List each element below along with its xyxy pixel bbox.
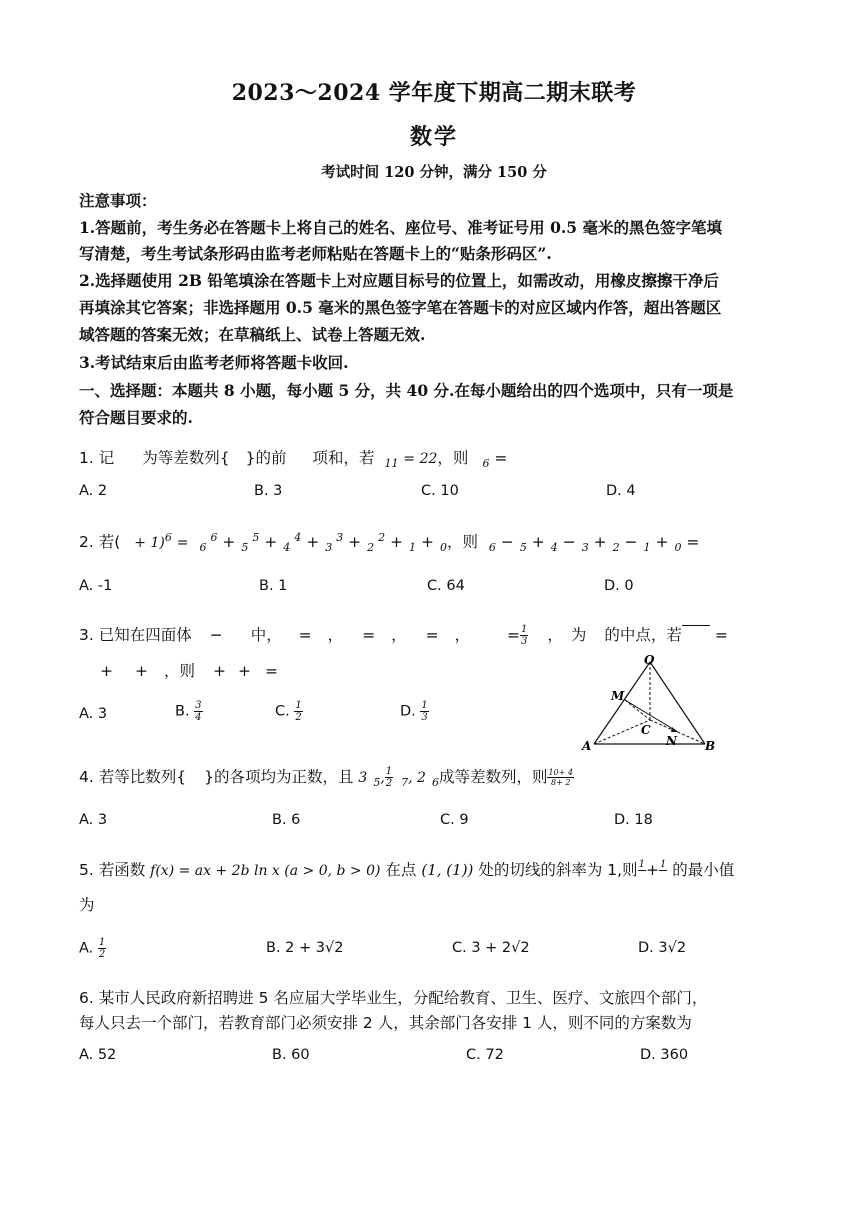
- q4-option-b: B. 6: [272, 812, 301, 828]
- q2-left-term: $_6^6$ +: [199, 530, 236, 555]
- question-6-cont: 每人只去一个部门，若教育部门必须安排 2 人，其余部门各安排 1 人，则不同的方案数为: [79, 1014, 692, 1032]
- q4-option-a: A. 3: [79, 812, 108, 828]
- q1-option-c: C. 10: [421, 483, 459, 499]
- q6-option-a: A. 52: [79, 1047, 117, 1063]
- q2-left-term: $_4^4$ +: [283, 530, 320, 555]
- label-b: B: [705, 739, 716, 753]
- notice-heading: 注意事项：: [79, 191, 157, 210]
- q2-right-term: $_3$ +: [581, 533, 607, 555]
- label-m: M: [611, 689, 625, 703]
- question-2: 2. 若( + 1)$^6$ = $_6^6$ + $_5^5$ + $_4^4$ + $_3^3$ + $_2^2$ + $_1$ + $_0$，则 $_6$ − $_5$ + $_4$ − $_3$ + $_2$ − $_1$ + $_0$ =: [79, 530, 700, 555]
- q2-right-term: $_5$ +: [519, 533, 545, 555]
- q4-option-c: C. 9: [440, 812, 469, 828]
- question-5-cont: 为: [79, 896, 95, 914]
- q6-option-d: D. 360: [640, 1047, 689, 1063]
- notice-line: 2.选择题使用 2B 铅笔填涂在答题卡上对应题目标号的位置上，如需改动，用橡皮擦擦干净后: [79, 271, 719, 290]
- notice-line: 3.考试结束后由监考老师将答题卡收回.: [79, 353, 349, 372]
- q2-right-term: $_1$ +: [643, 533, 669, 555]
- q2-option-c: C. 64: [427, 578, 465, 594]
- q2-left-term: $_2^2$ +: [367, 530, 404, 555]
- subject-title: 数学: [409, 124, 458, 150]
- question-1: 1. 记 为等差数列{ }的前 项和，若 $_{11}$ = 22，则 $_6$ =: [79, 449, 508, 471]
- q2-left-term: $_1$ +: [409, 533, 434, 555]
- q4-option-d: D. 18: [614, 812, 653, 828]
- q6-option-b: B. 60: [272, 1047, 310, 1063]
- q2-left-term: 0: [439, 541, 447, 555]
- q3-option-d: D. $\frac{1}{3}$: [400, 700, 428, 723]
- q5-option-a: A. $\frac{1}{2}$: [79, 937, 106, 960]
- tetrahedron-diagram: [578, 652, 718, 754]
- q2-right-term: $_6$ −: [488, 533, 514, 555]
- segment-mc: [625, 700, 650, 720]
- question-4: 4. 若等比数列{ }的各项均为正数，且 3 $_5$, $\frac{1}{2}$ $_7$, 2 $_6$成等差数列，则 $\frac{10+ 4}{8+ 2}$: [79, 766, 573, 790]
- q2-right-term: $_0$ =: [674, 533, 700, 555]
- notice-line: 域答题的答案无效；在草稿纸上、试卷上答题无效.: [79, 325, 426, 344]
- q3-option-b: B. $\frac{3}{4}$: [175, 700, 202, 723]
- question-3: 3. 已知在四面体 − 中， = ， = ， = ， = $\frac{1}{3}$ ， 为 的中点，若 =: [79, 624, 728, 647]
- q5-option-c: C. 3 + 2√2: [452, 940, 530, 956]
- notice-line: 写清楚，考生考试条形码由监考老师粘贴在答题卡上的“贴条形码区”.: [79, 244, 552, 263]
- q2-right-term: $_2$ −: [612, 533, 638, 555]
- q2-left-term: $_5^5$ +: [241, 530, 278, 555]
- label-c: C: [641, 723, 651, 737]
- q2-option-a: A. -1: [79, 578, 113, 594]
- q2-left-term: $_3^3$ +: [325, 530, 362, 555]
- q2-option-b: B. 1: [259, 578, 288, 594]
- question-5: 5. 若函数 f(x) = ax + 2b ln x (a > 0, b > 0) 在点 (1, (1)) 处的切线的斜率为 1,则 1 + 1 的最小值: [79, 859, 735, 879]
- q2-right-term: $_4$ −: [550, 533, 576, 555]
- q6-option-c: C. 72: [466, 1047, 504, 1063]
- label-o: O: [644, 653, 655, 667]
- arrow-head: [671, 727, 678, 732]
- exam-time: 考试时间 120 分钟，满分 150 分: [321, 164, 547, 181]
- q5-option-d: D. 3√2: [638, 940, 687, 956]
- q3-option-c: C. $\frac{1}{2}$: [275, 700, 302, 723]
- q2-option-d: D. 0: [604, 578, 634, 594]
- section-heading-cont: 符合题目要求的.: [79, 408, 193, 427]
- exam-title: 2023～2024 学年度下期高二期末联考: [231, 80, 637, 106]
- q1-option-b: B. 3: [254, 483, 283, 499]
- question-6: 6. 某市人民政府新招聘进 5 名应届大学毕业生，分配给教育、卫生、医疗、文旅四个部门，: [79, 989, 708, 1007]
- label-n: N: [666, 734, 677, 748]
- q3-option-a: A. 3: [79, 706, 108, 722]
- section-heading: 一、选择题：本题共 8 小题，每小题 5 分，共 40 分.在每小题给出的四个选项中，只有一项是: [79, 381, 734, 400]
- q1-option-d: D. 4: [606, 483, 636, 499]
- question-3-cont: + + ，则 + + =: [100, 662, 279, 680]
- q5-option-b: B. 2 + 3√2: [266, 940, 344, 956]
- q1-option-a: A. 2: [79, 483, 108, 499]
- label-a: A: [582, 739, 592, 753]
- notice-line: 再填涂其它答案；非选择题用 0.5 毫米的黑色签字笔在答题卡的对应区域内作答，超出答题区: [79, 298, 722, 317]
- notice-line: 1.答题前，考生务必在答题卡上将自己的姓名、座位号、准考证号用 0.5 毫米的黑色签字笔填: [79, 218, 722, 237]
